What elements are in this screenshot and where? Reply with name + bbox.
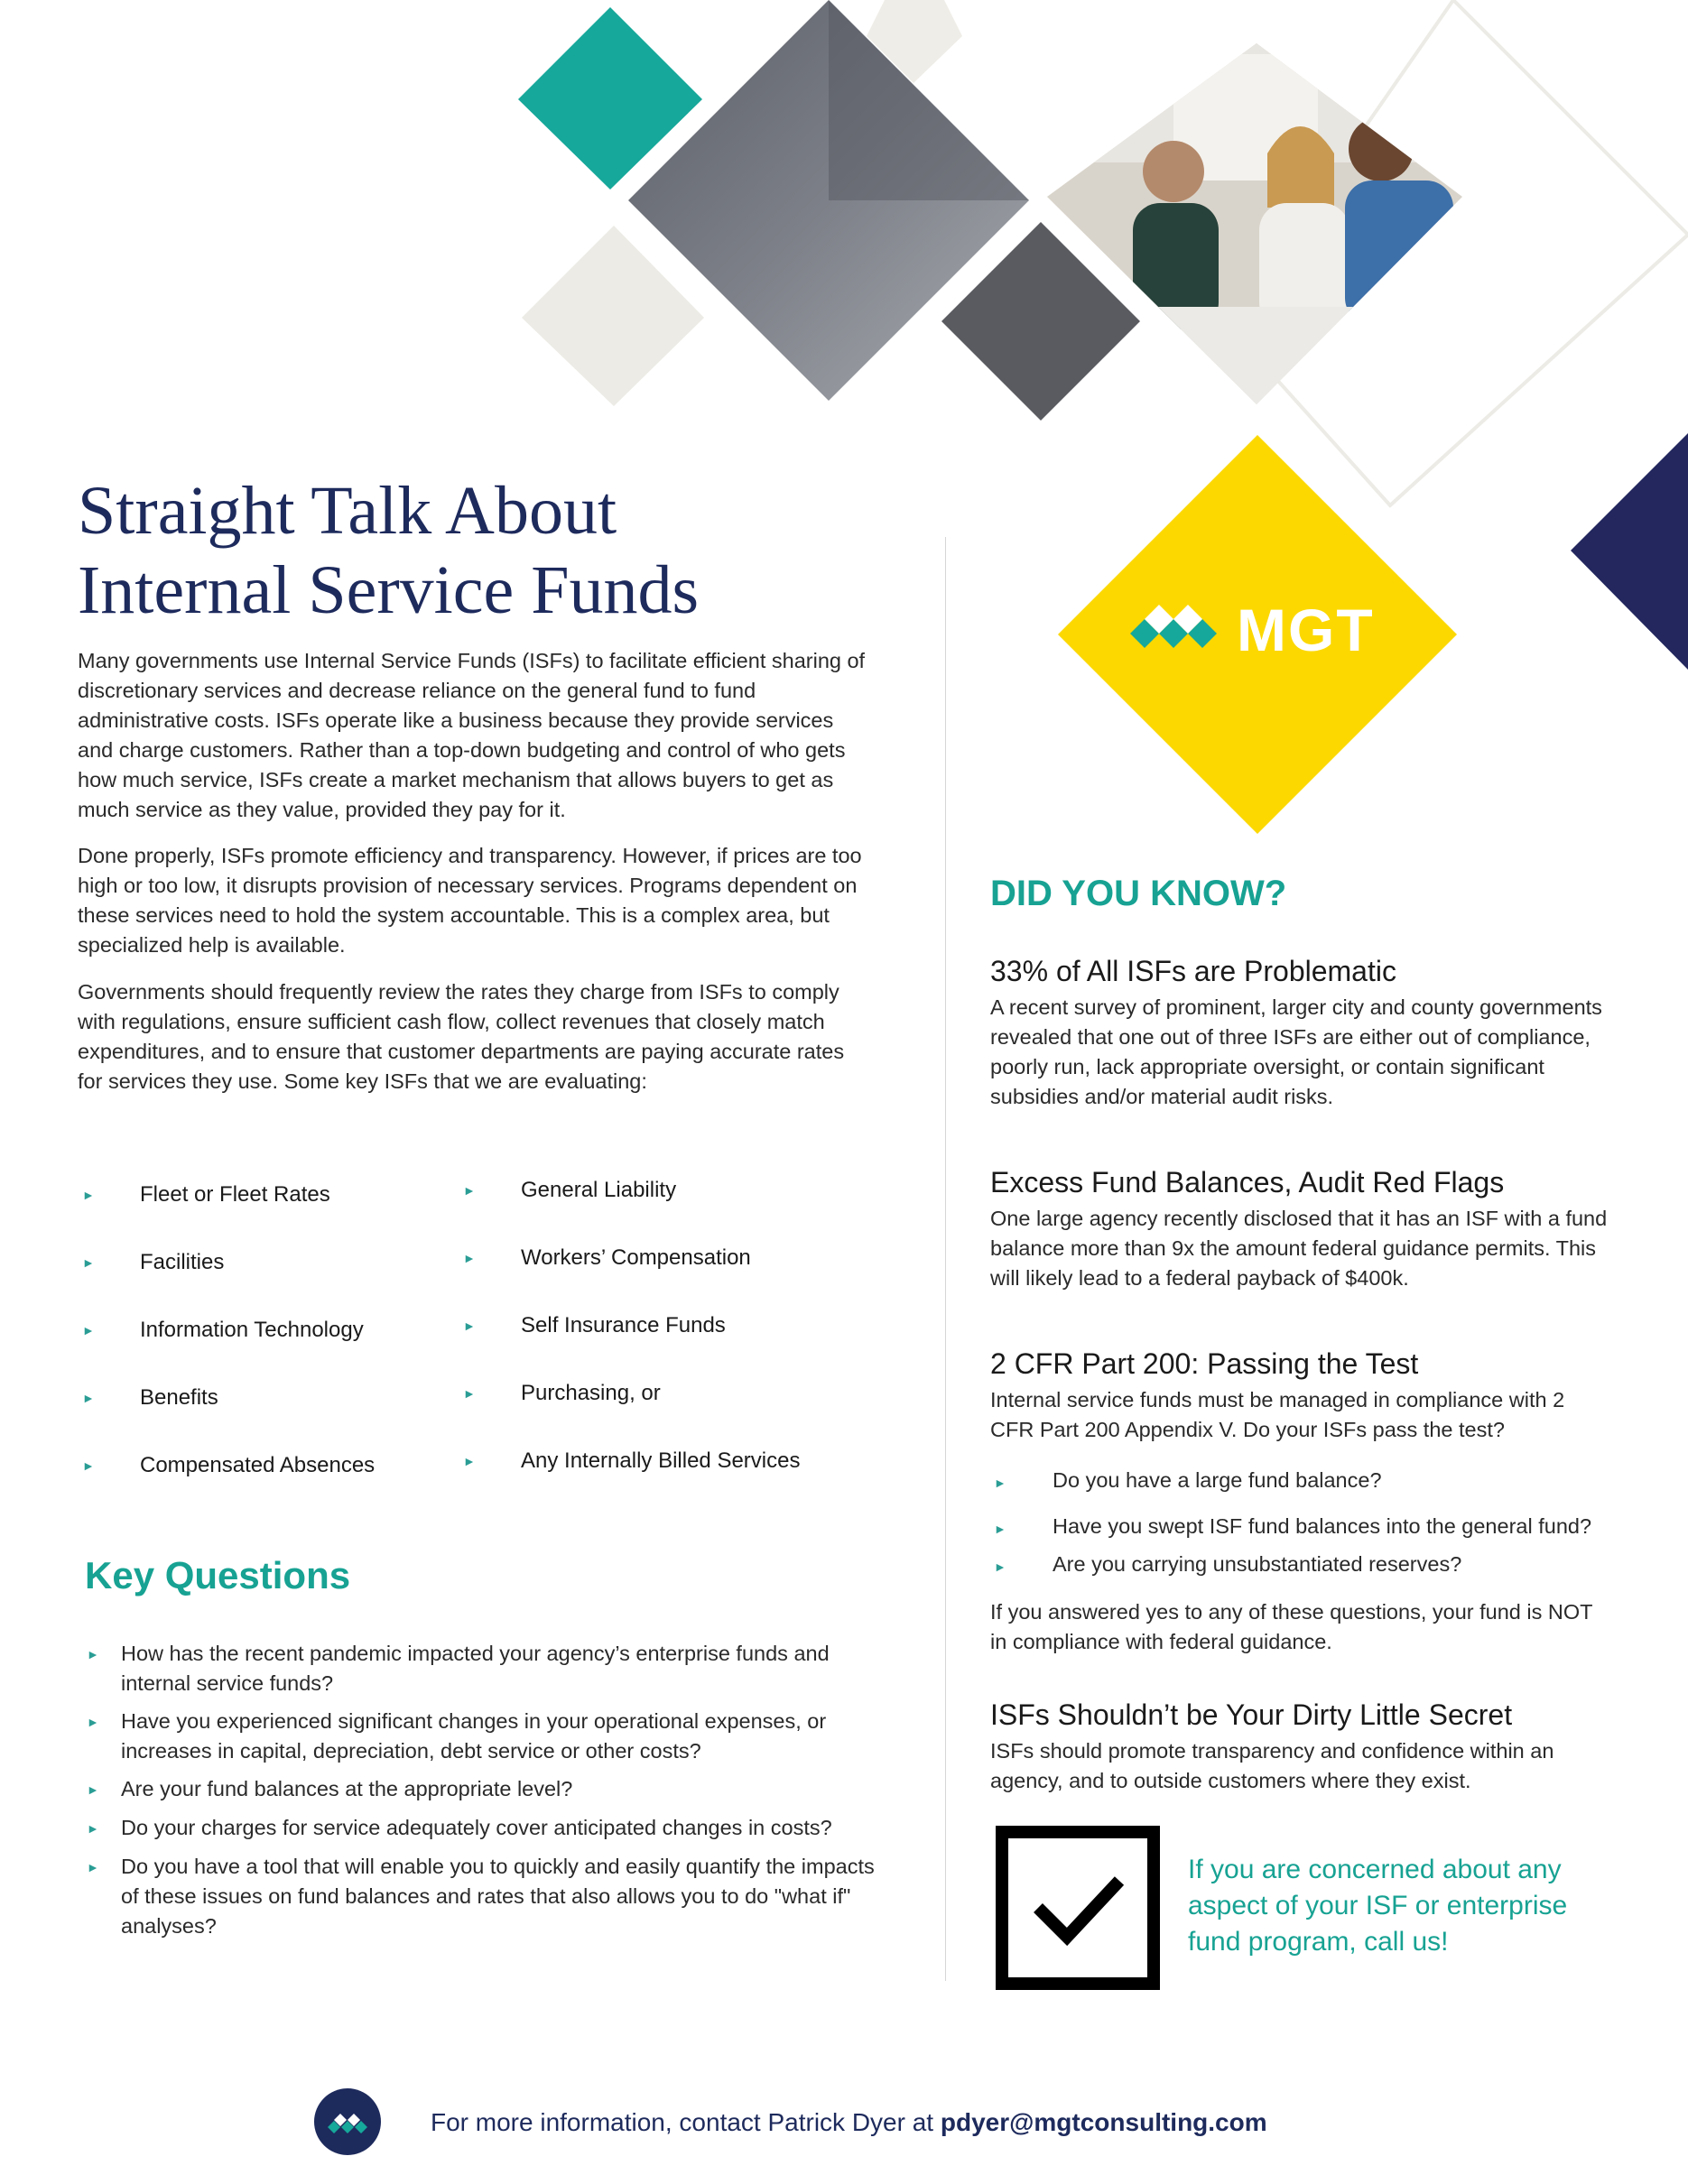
section-heading: 33% of All ISFs are Problematic [990, 955, 1396, 987]
bullet-icon: ► [463, 1386, 476, 1401]
section-text: If you answered yes to any of these questions, your fund is NOT in compliance with federal guidance. [990, 1600, 1593, 1653]
list-item: Do you have a large fund balance? [1053, 1468, 1382, 1492]
list-item: Compensated Absences [140, 1453, 376, 1477]
list-item: Purchasing, or [521, 1381, 661, 1405]
page-title [78, 471, 699, 630]
list-item: How has the recent pandemic impacted your agency’s enterprise funds and internal service funds? [121, 1642, 830, 1695]
list-item: Self Insurance Funds [521, 1313, 726, 1337]
bullet-icon: ► [82, 1391, 95, 1405]
bullet-icon: ► [994, 1476, 1006, 1490]
bullet-icon: ► [463, 1319, 476, 1333]
list-item: Fleet or Fleet Rates [140, 1182, 330, 1207]
bullet-icon: ► [87, 1860, 99, 1874]
bullet-icon: ► [87, 1782, 99, 1797]
section-heading: 2 CFR Part 200: Passing the Test [990, 1347, 1419, 1380]
footer-text: For more information, contact Patrick Dyer at [431, 2108, 941, 2136]
bullet-icon: ► [87, 1715, 99, 1729]
list-item: Do you have a tool that will enable you to quickly and easily quantify the impacts of these issues on fund balances and rates that also allows you to do "what if" analyses? [121, 1855, 875, 1938]
checkbox-checked-icon [995, 1825, 1161, 1991]
bullet-icon: ► [87, 1647, 99, 1661]
section-text: A recent survey of prominent, larger city and county governments revealed that one out of three ISFs are either out of compliance, poorly run, lack appropriate oversight, or contain significant subsidies and/or material audit risks. [990, 995, 1602, 1108]
list-item: Do your charges for service adequately cover anticipated changes in costs? [121, 1816, 832, 1839]
section-text: One large agency recently disclosed that it has an ISF with a fund balance more than 9x the amount federal guidance permits. This will likely lead to a federal payback of $400k. [990, 1207, 1608, 1290]
intro-paragraph-3: Governments should frequently review the rates they charge from ISFs to comply with regulations, ensure sufficient cash flow, collect revenues that closely match expenditures, and to ensure that customer departments are paying accurate rates for services they use. Some key ISFs that we are evaluating: [78, 980, 845, 1093]
list-item: Have you experienced significant changes in your operational expenses, or increases in capital, depreciation, debt service or other costs? [121, 1709, 827, 1763]
bullet-icon: ► [82, 1188, 95, 1202]
title-line-1: Straight Talk About [78, 473, 617, 549]
list-item: Workers’ Compensation [521, 1245, 751, 1270]
mgt-footer-logo-icon [314, 2088, 381, 2155]
bullet-icon: ► [87, 1821, 99, 1836]
intro-paragraph-1: Many governments use Internal Service Funds (ISFs) to facilitate efficient sharing of discretionary services and decrease reliance on the general fund to fund administrative costs. ISFs operate like a business because they provide services and charge customers. Rather than a top-down budgeting and control of who gets how much service, ISFs create a market mechanism that allows buyers to get as much service as they value, provided they pay for it. [78, 649, 866, 821]
title-line-2: Internal Service Funds [78, 552, 700, 628]
bullet-icon: ► [82, 1458, 95, 1473]
column-divider [945, 537, 946, 1981]
bullet-icon: ► [82, 1255, 95, 1270]
bullet-icon: ► [463, 1251, 476, 1265]
section-heading: ISFs Shouldn’t be Your Dirty Little Secret [990, 1698, 1513, 1731]
beige-diamond-left [522, 226, 704, 406]
key-questions-title: Key Questions [85, 1554, 351, 1596]
list-item: Are you carrying unsubstantiated reserves? [1053, 1552, 1462, 1576]
bullet-icon: ► [82, 1323, 95, 1337]
navy-triangle [1571, 433, 1688, 670]
bullet-icon: ► [994, 1559, 1006, 1574]
contact-email-link[interactable]: pdyer@mgtconsulting.com [940, 2108, 1267, 2136]
bullet-icon: ► [463, 1183, 476, 1198]
section-text: Internal service funds must be managed in compliance with 2 CFR Part 200 Appendix V. Do your ISFs pass the test? [990, 1388, 1565, 1441]
list-item: Are your fund balances at the appropriate level? [121, 1777, 573, 1800]
did-you-know-title: DID YOU KNOW? [990, 874, 1287, 913]
call-to-action: If you are concerned about any aspect of your ISF or enterprise fund program, call us! [1188, 1855, 1568, 1957]
footer-contact [431, 2108, 1267, 2137]
list-item: Facilities [140, 1250, 225, 1274]
list-item: Have you swept ISF fund balances into the general fund? [1053, 1514, 1592, 1538]
intro-paragraph-2: Done properly, ISFs promote efficiency and transparency. However, if prices are too high or too low, it disrupts provision of necessary services. Programs dependent on these services need to hold the system accountable. This is a complex area, but specialized help is available. [78, 844, 862, 957]
section-heading: Excess Fund Balances, Audit Red Flags [990, 1166, 1505, 1198]
bullet-icon: ► [463, 1454, 476, 1468]
list-item: Information Technology [140, 1318, 364, 1342]
bullet-icon: ► [994, 1522, 1006, 1536]
list-item: General Liability [521, 1178, 677, 1202]
section-text: ISFs should promote transparency and confidence within an agency, and to outside customers where they exist. [990, 1739, 1554, 1792]
mgt-logo-text: MGT [1237, 597, 1375, 663]
list-item: Any Internally Billed Services [521, 1448, 801, 1473]
list-item: Benefits [140, 1385, 218, 1410]
